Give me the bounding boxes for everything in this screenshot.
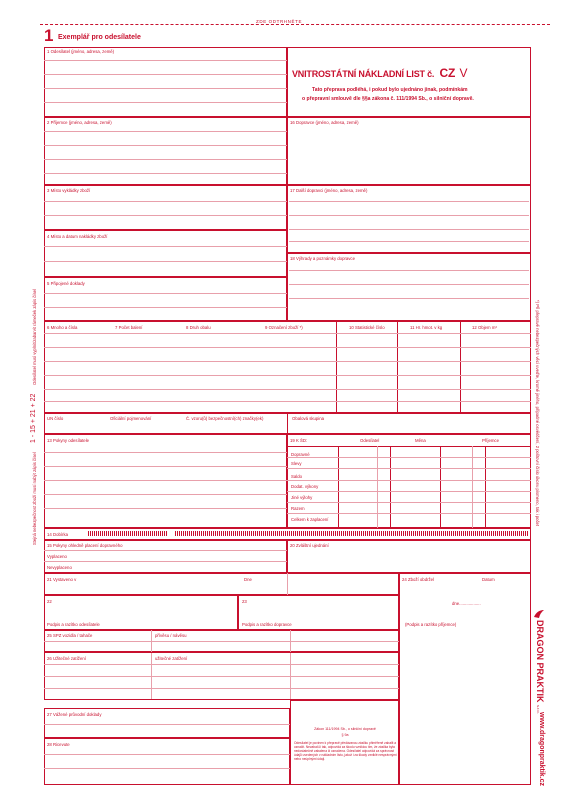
row-dodat: Dodat. výkony xyxy=(291,484,319,489)
waybill-title-cz: CZ xyxy=(439,66,456,80)
row-slevy: Slevy xyxy=(291,461,302,466)
issued-date-label: Dne xyxy=(244,577,252,582)
issued-at-label: 21 Vystaveno v xyxy=(47,577,77,582)
recipient-signature-label: (Podpis a razítko příjemce) xyxy=(405,622,457,627)
left-side-code: 1 - 15 + 21 + 22 xyxy=(30,393,37,443)
marks-label: 6 Mnoho a čísla xyxy=(47,325,78,330)
attached-docs-label: 5 Připojené doklady xyxy=(47,281,85,286)
title-block xyxy=(287,47,531,117)
waybill-title-main: VNITROSTÁTNÍ NÁKLADNÍ LIST č. xyxy=(292,69,435,79)
un-number-label: UN číslo xyxy=(47,416,64,421)
cod-hatch-right xyxy=(175,531,529,536)
payment-label: 19 K ŠD: xyxy=(290,438,308,443)
danger-labels-label: Č. vzoru(ů) bezpečnostní(ch) značky(ek) xyxy=(186,416,264,421)
received-dne-dots: dne.................. xyxy=(452,601,481,606)
packages-count-label: 7 Počet balení xyxy=(115,325,143,330)
receipts-field[interactable] xyxy=(44,738,290,785)
copy-title: Exemplář pro odesílatele xyxy=(58,34,141,41)
left-side-text-top: Odesílatel musí vyplnit/zabarvit rámeček zápis čísel xyxy=(32,289,37,385)
package-type-label: 8 Druh obalu xyxy=(186,325,211,330)
brand-suffix: s.r.o. xyxy=(536,705,541,714)
waybill-subtitle-1: Tato přeprava podléhá, i pokud bylo ujednáno jinak, podmínkám xyxy=(312,87,468,93)
col-sender: Odesílatel xyxy=(360,438,380,443)
vehicle-plate-label: 25 SPZ vozidla / tahače xyxy=(47,633,93,638)
unpaid-label: Nevyplaceno xyxy=(47,565,72,570)
goods-description-label: 9 Označení zboží *) xyxy=(265,325,303,330)
brand-logo-icon xyxy=(533,606,545,616)
payment-instructions-label: 15 Pokyny ohledně placení dopravného xyxy=(47,543,123,548)
official-name-label: Oficiální pojmenování xyxy=(110,416,152,421)
goods-received-label: 24 Zboží obdržel xyxy=(402,577,435,582)
cut-line xyxy=(40,24,550,25)
carrier-remarks-field[interactable] xyxy=(287,253,531,321)
row-saldo: Saldo xyxy=(291,474,302,479)
gross-weight-label: 11 Hr. hmot. v kg xyxy=(410,325,443,330)
carrier-signature-number: 23 xyxy=(242,599,247,604)
cod-label: 14 Dobírka xyxy=(47,532,69,537)
legal-subheading: § 9a xyxy=(341,733,349,737)
row-dopravne: Dopravné xyxy=(291,452,310,457)
col-recipient: Příjemce xyxy=(482,438,499,443)
row-razem: Razem xyxy=(291,506,305,511)
consignee-field[interactable] xyxy=(44,117,287,185)
col-currency: Měna xyxy=(415,438,426,443)
waybill-title xyxy=(292,66,467,80)
consignee-label: 2 Příjemce (jméno, adresa, země) xyxy=(47,120,112,125)
sender-signature-number: 22 xyxy=(47,599,52,604)
brand-name xyxy=(535,620,545,714)
sender-label: 1 Odesílatel (jméno, adresa, země) xyxy=(47,49,115,54)
brand-text: DRAGON PRAKTIK xyxy=(535,620,545,703)
other-carriers-field[interactable] xyxy=(287,185,531,253)
special-agreements-label: 20 Zvláštní ujednání xyxy=(290,543,329,548)
waybill-title-v: V xyxy=(459,66,468,80)
left-side-text-bottom: Stejná nebezpečnost zboží musí nabýt zápis čísel xyxy=(32,452,37,545)
sender-instructions-label: 13 Pokyny odesílatele xyxy=(47,438,90,443)
packing-group-label: Obalová skupina xyxy=(292,416,325,421)
accompanying-docs-label: 27 Vážené průvodní doklady xyxy=(47,712,102,717)
cut-label: ZDE ODTRHNĚTE xyxy=(253,19,305,24)
brand-website: www.dragonpraktik.cz xyxy=(538,712,545,787)
waybill-subtitle-2: o přepravní smlouvě dle §§a zákona č. 111/1994 Sb., o silniční dopravě. xyxy=(302,96,474,102)
carrier-signature-label: Podpis a razítko dopravce xyxy=(242,622,292,627)
carrier-field[interactable] xyxy=(287,117,531,185)
sender-signature-label: Podpis a razítko odesílatele xyxy=(47,622,100,627)
other-carriers-label: 17 Další dopravci (jméno, adresa, země) xyxy=(290,188,368,193)
carrier-remarks-label: 18 Výhrady a poznámky dopravce xyxy=(290,256,355,261)
payload-label-2: užitečné zatížení xyxy=(155,656,188,661)
sender-field[interactable] xyxy=(44,47,287,117)
row-jine: Jiné výlohy xyxy=(291,495,313,500)
trailer-plate-label: přívěsu / návěsu xyxy=(155,633,187,638)
receipts-label: 28 Ricevute xyxy=(47,742,70,747)
sender-instructions-field[interactable] xyxy=(44,434,287,528)
payload-label: 26 Užitečné zatížení xyxy=(47,656,86,661)
cod-hatch-left xyxy=(88,531,168,536)
carrier-label: 16 Dopravce (jméno, adresa, země) xyxy=(290,120,359,125)
volume-label: 12 Objem m³ xyxy=(472,325,497,330)
row-celkem: Celkem k zaplacení xyxy=(291,517,329,522)
copy-number: 1 xyxy=(44,26,54,45)
received-date-label: Datum xyxy=(482,577,495,582)
issued-field[interactable] xyxy=(44,573,399,595)
legal-body: Odesílatel je povinen k přepravě předávanou zásilku přiměřeně zabalit a označit. Nezabalí-li tak, odpovídá za škodu vzniklou tím, že zásilka byla nedostatečně zabalena či označena. Odesílatel odpovídá za správnost údajů uvedených v nákladním listu, jakož i za škody vzniklé nesprávnými nebo neúplnými údaji. xyxy=(294,741,397,761)
right-side-text: *) Při přepravě nebezpečných věcí uveďte, kromě jiného, případné osvědčení, 2 poštovní číslo úkonu písmeno, tak i počet xyxy=(535,300,540,527)
loading-place-label: 4 Místo a datum nakládky zboží xyxy=(47,234,108,239)
legal-heading: Zákon 111/1994 Sb., o silniční dopravě xyxy=(314,727,376,731)
goods-table xyxy=(44,321,531,413)
unloading-place-label: 3 Místo vykládky zboží xyxy=(47,188,91,193)
prepaid-label: Vyplaceno xyxy=(47,554,67,559)
stat-number-label: 10 Statistické číslo xyxy=(349,325,385,330)
